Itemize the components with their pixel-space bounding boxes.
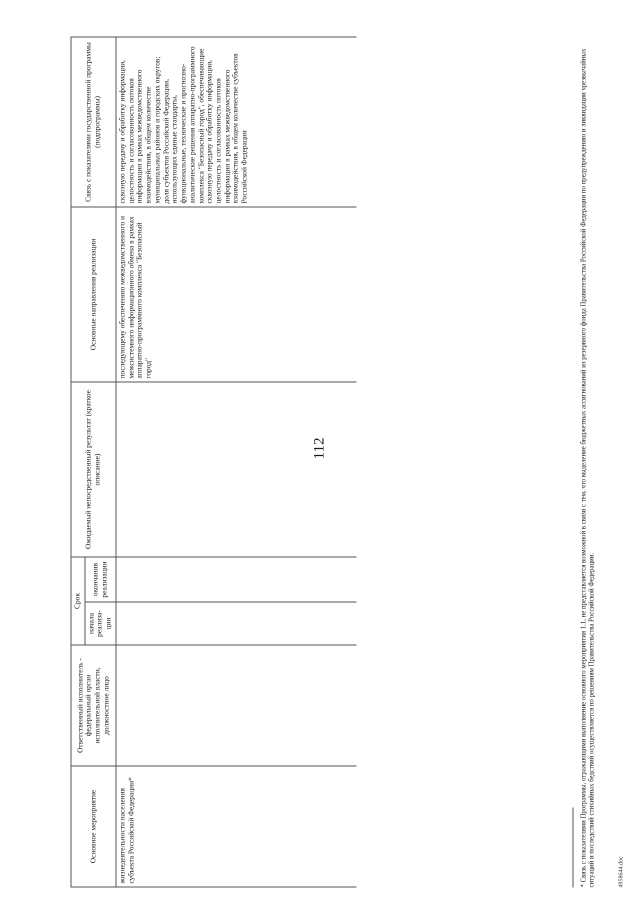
header-term-start: начала реализа-ции [84, 602, 115, 645]
header-executor: Ответственный исполнитель - федеральный орган исполнительной власти, должностное лицо [71, 645, 116, 766]
header-directions: Основные направления реализации [71, 206, 116, 381]
header-term-end: окончания реализации [84, 556, 115, 601]
document-id: 4958644.doc [618, 855, 624, 887]
cell-term-start [115, 602, 356, 645]
page-number: 112 [311, 437, 328, 460]
footnote-rule [572, 807, 573, 887]
header-activity: Основное мероприятие [71, 766, 116, 887]
header-result: Ожидаемый непосредственный результат (краткое описание) [71, 381, 116, 556]
header-link: Связь с показателями государственной программы (подпрограммы) [71, 36, 116, 206]
header-term: Срок [71, 556, 85, 644]
cell-link: сквозную передачу и обработку информации, целостность и согласованность потоков информации в рамках межведомственного взаимодействия, в общем количестве муниципальных районов и городских округов; доля субъектов Российской Федерации, использующих единые стандарты, функциональные, технические и прогнозно-аналитические решения аппаратно-программного комплекса "Безопасный город", обеспечивающие сквозную передачу и обработку информации, целостность и согласованность потоков информации в рамках межведомственного взаимодействия, в общем количестве субъектов Российской Федерации [115, 36, 356, 206]
cell-activity: жизнедеятельности населения субъекта Российской Федерации* [115, 766, 356, 887]
cell-executor [115, 645, 356, 766]
cell-result [115, 381, 356, 556]
cell-directions: последующему обеспечению межведомственного и межсистемного информационного обмена в рамках аппаратно-программного комплекса "Безопасный город" [115, 206, 356, 381]
cell-term-end [115, 556, 356, 601]
table-row [115, 36, 356, 886]
measures-table [70, 36, 356, 887]
footnote: * Связь с показателями Программы, отражающими выполнение основного мероприятия 1.1, не представляется возможной в связи с тем, что выделение бюджетных ассигнований из резервного фонда Правительства Российской Федерации по предупреждению и ликвидации чрезвычайных ситуаций и последствий стихийных бедствий осуществляется по решениям Правительства Российской Федерации. [580, 48, 596, 887]
